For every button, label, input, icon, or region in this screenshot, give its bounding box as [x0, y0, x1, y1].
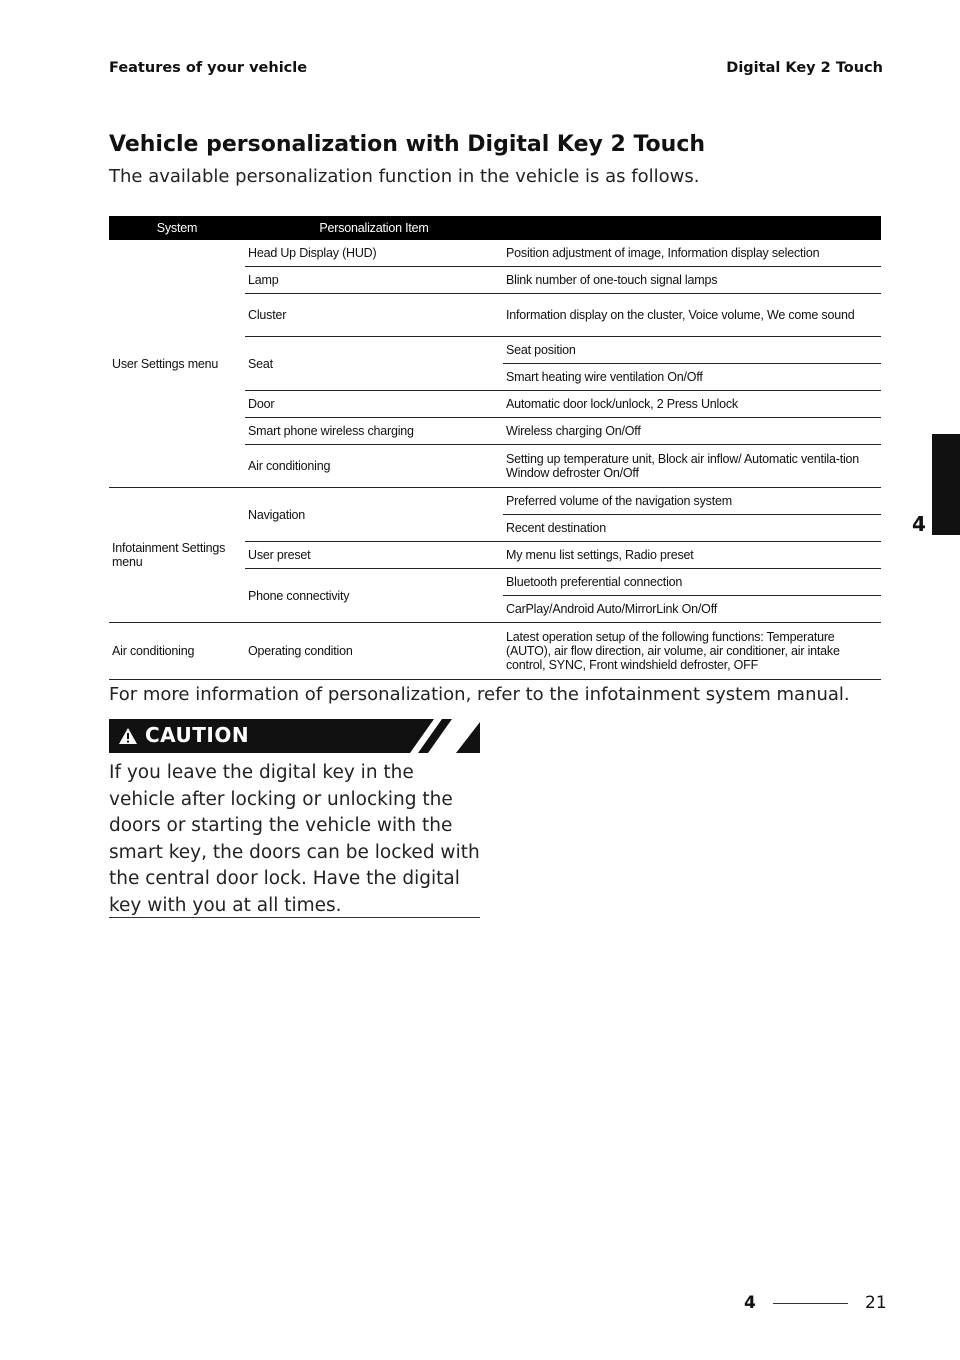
item-cell: Cluster: [245, 294, 503, 337]
detail-cell: Information display on the cluster, Voice volume, We come sound: [503, 294, 881, 337]
item-cell: Seat: [245, 337, 503, 391]
page-number: 21: [865, 1293, 887, 1313]
detail-cell: Wireless charging On/Off: [503, 418, 881, 445]
detail-cell: Smart heating wire ventilation On/Off: [503, 364, 881, 391]
detail-cell: CarPlay/Android Auto/MirrorLink On/Off: [503, 596, 881, 623]
item-cell: Door: [245, 391, 503, 418]
chapter-tab-number: 4: [912, 512, 926, 536]
header-item: Personalization Item: [245, 216, 503, 240]
more-info-text: For more information of personalization, refer to the infotainment system manual.: [109, 684, 850, 705]
header-system: System: [109, 216, 245, 240]
detail-cell: Position adjustment of image, Information display selection: [503, 240, 881, 267]
chapter-tab: [932, 434, 960, 535]
table-row: [109, 240, 881, 267]
header-section-title: Features of your vehicle: [109, 60, 308, 76]
caution-banner: [109, 719, 480, 753]
detail-cell: Bluetooth preferential connection: [503, 569, 881, 596]
system-cell: Air conditioning: [109, 623, 245, 680]
detail-cell: Automatic door lock/unlock, 2 Press Unlock: [503, 391, 881, 418]
table-row: [109, 488, 881, 515]
hazard-stripes-icon: [390, 719, 480, 753]
personalization-table: [109, 216, 881, 680]
item-cell: Smart phone wireless charging: [245, 418, 503, 445]
table-row: [109, 623, 881, 680]
table-header-row: [109, 216, 881, 240]
detail-cell: Blink number of one-touch signal lamps: [503, 267, 881, 294]
footer-chapter: 4: [744, 1293, 756, 1313]
item-cell: Air conditioning: [245, 445, 503, 488]
intro-text: The available personalization function in the vehicle is as follows.: [109, 166, 700, 187]
item-cell: User preset: [245, 542, 503, 569]
detail-cell: Recent destination: [503, 515, 881, 542]
system-cell: User Settings menu: [109, 240, 245, 488]
header-topic-title: Digital Key 2 Touch: [726, 60, 883, 76]
item-cell: Navigation: [245, 488, 503, 542]
header-detail: [503, 216, 881, 240]
detail-cell: Preferred volume of the navigation system: [503, 488, 881, 515]
caution-divider: [109, 917, 480, 918]
caution-label: CAUTION: [145, 723, 250, 747]
warning-icon: [119, 728, 137, 744]
item-cell: Head Up Display (HUD): [245, 240, 503, 267]
item-cell: Phone connectivity: [245, 569, 503, 623]
system-cell: Infotainment Settings menu: [109, 488, 245, 623]
footer-divider: [773, 1303, 848, 1304]
detail-cell: My menu list settings, Radio preset: [503, 542, 881, 569]
caution-text: If you leave the digital key in the vehicle after locking or unlocking the doors or starting the vehicle with the smart key, the doors can be locked with the central door lock. Have the digital key with you at all times.: [109, 762, 480, 916]
detail-cell: Setting up temperature unit, Block air inflow/ Automatic ventila-tion Window defroster On/Off: [503, 445, 881, 488]
item-cell: Lamp: [245, 267, 503, 294]
detail-cell: Seat position: [503, 337, 881, 364]
page-title: Vehicle personalization with Digital Key 2 Touch: [109, 132, 706, 157]
detail-cell: Latest operation setup of the following functions: Temperature (AUTO), air flow direction, air volume, air conditioner, air intake control, SYNC, Front windshield defroster, OFF: [503, 623, 881, 680]
item-cell: Operating condition: [245, 623, 503, 680]
